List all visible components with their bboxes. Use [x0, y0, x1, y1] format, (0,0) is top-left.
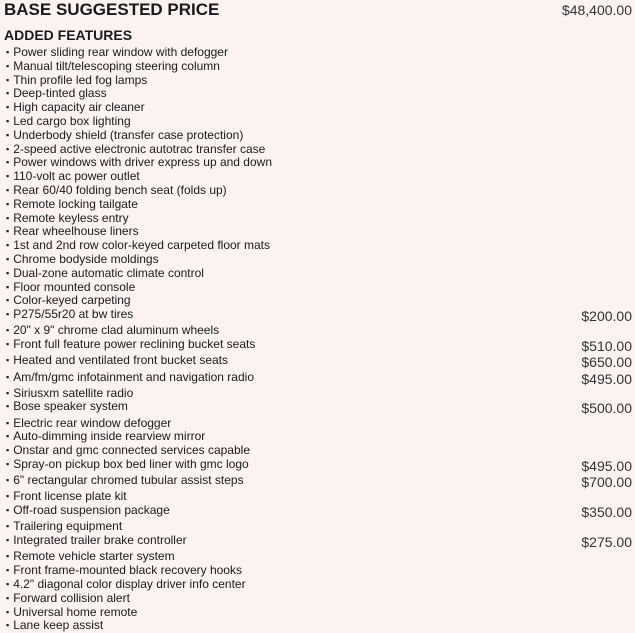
- feature-price: $495.00: [581, 458, 632, 475]
- feature-label: ▪ Forward collision alert: [6, 591, 130, 606]
- feature-item: [6, 489, 632, 503]
- feature-item: [6, 155, 632, 169]
- feature-label: ▪ Front full feature power reclining bucket seats: [6, 337, 255, 352]
- feature-item: [6, 618, 632, 632]
- feature-item: [6, 128, 632, 142]
- feature-label: ▪ Spray-on pickup box bed liner with gmc logo: [6, 457, 249, 472]
- feature-item: [6, 533, 632, 549]
- feature-label: ▪ Remote locking tailgate: [6, 197, 138, 212]
- feature-price: $700.00: [581, 474, 632, 491]
- feature-label: ▪ Floor mounted console: [6, 280, 135, 295]
- feature-label: ▪ Deep-tinted glass: [6, 86, 107, 101]
- feature-price: $495.00: [581, 370, 632, 387]
- page-title: BASE SUGGESTED PRICE: [4, 0, 220, 19]
- feature-item: [6, 503, 632, 519]
- feature-item: [6, 443, 632, 457]
- feature-list: [6, 45, 632, 632]
- feature-label: ▪ Power windows with driver express up and down: [6, 155, 272, 170]
- section-title: ADDED FEATURES: [4, 27, 133, 43]
- feature-label: ▪ Front frame-mounted black recovery hooks: [6, 563, 242, 578]
- feature-price: $510.00: [581, 338, 632, 355]
- feature-item: [6, 169, 632, 183]
- feature-item: [6, 473, 632, 489]
- feature-item: [6, 577, 632, 591]
- feature-item: [6, 86, 632, 100]
- feature-item: [6, 293, 632, 307]
- feature-label: ▪ Am/fm/gmc infotainment and navigation radio: [6, 370, 254, 385]
- feature-item: [6, 45, 632, 59]
- feature-item: [6, 252, 632, 266]
- feature-label: ▪ Universal home remote: [6, 605, 137, 620]
- feature-price: $500.00: [581, 400, 632, 417]
- feature-label: ▪ Underbody shield (transfer case protection): [6, 128, 243, 143]
- feature-item: [6, 370, 632, 386]
- feature-label: ▪ Chrome bodyside moldings: [6, 252, 159, 267]
- feature-label: ▪ Heated and ventilated front bucket seats: [6, 353, 228, 368]
- feature-item: [6, 416, 632, 430]
- feature-label: ▪ Auto-dimming inside rearview mirror: [6, 429, 205, 444]
- feature-label: ▪ Siriusxm satellite radio: [6, 386, 133, 401]
- feature-label: ▪ 4.2" diagonal color display driver info center: [6, 577, 246, 592]
- feature-item: [6, 211, 632, 225]
- base-price: $48,400.00: [561, 2, 632, 18]
- feature-item: [6, 100, 632, 114]
- feature-item: [6, 183, 632, 197]
- feature-label: ▪ Lane keep assist: [6, 618, 103, 633]
- feature-label: ▪ Remote vehicle starter system: [6, 549, 175, 564]
- feature-price: $275.00: [581, 534, 632, 551]
- feature-label: ▪ Rear wheelhouse liners: [6, 224, 139, 239]
- feature-item: [6, 386, 632, 400]
- feature-label: ▪ Integrated trailer brake controller: [6, 533, 187, 548]
- feature-item: [6, 399, 632, 415]
- feature-item: [6, 457, 632, 473]
- feature-price: $650.00: [581, 354, 632, 371]
- feature-label: ▪ Front license plate kit: [6, 489, 127, 504]
- feature-label: ▪ 6" rectangular chromed tubular assist steps: [6, 473, 244, 488]
- feature-item: [6, 307, 632, 323]
- feature-price: $350.00: [581, 504, 632, 521]
- feature-label: ▪ Trailering equipment: [6, 519, 122, 534]
- feature-label: ▪ 20" x 9" chrome clad aluminum wheels: [6, 323, 219, 338]
- feature-item: [6, 549, 632, 563]
- feature-label: ▪ 2-speed active electronic autotrac transfer case: [6, 142, 265, 157]
- feature-item: [6, 266, 632, 280]
- feature-item: [6, 280, 632, 294]
- feature-label: ▪ Thin profile led fog lamps: [6, 73, 147, 88]
- feature-item: [6, 323, 632, 337]
- feature-item: [6, 337, 632, 353]
- feature-item: [6, 605, 632, 619]
- feature-label: ▪ Color-keyed carpeting: [6, 293, 131, 308]
- feature-label: ▪ 110-volt ac power outlet: [6, 169, 140, 184]
- feature-label: ▪ High capacity air cleaner: [6, 100, 145, 115]
- feature-label: ▪ Manual tilt/telescoping steering column: [6, 59, 220, 74]
- feature-item: [6, 59, 632, 73]
- feature-label: ▪ 1st and 2nd row color-keyed carpeted floor mats: [6, 238, 270, 253]
- feature-price: $200.00: [581, 308, 632, 325]
- feature-label: ▪ Power sliding rear window with defogger: [6, 45, 228, 60]
- feature-item: [6, 224, 632, 238]
- feature-item: [6, 429, 632, 443]
- feature-item: [6, 73, 632, 87]
- feature-label: ▪ Off-road suspension package: [6, 503, 170, 518]
- feature-item: [6, 238, 632, 252]
- feature-label: ▪ Onstar and gmc connected services capable: [6, 443, 250, 458]
- feature-label: ▪ Remote keyless entry: [6, 211, 129, 226]
- feature-label: ▪ Electric rear window defogger: [6, 416, 171, 431]
- feature-label: ▪ Led cargo box lighting: [6, 114, 131, 129]
- feature-item: [6, 353, 632, 369]
- feature-label: ▪ Bose speaker system: [6, 399, 128, 414]
- price-header: [4, 0, 632, 20]
- feature-label: ▪ Dual-zone automatic climate control: [6, 266, 204, 281]
- feature-item: [6, 563, 632, 577]
- feature-item: [6, 114, 632, 128]
- feature-label: ▪ Rear 60/40 folding bench seat (folds up): [6, 183, 227, 198]
- feature-item: [6, 142, 632, 156]
- feature-label: ▪ P275/55r20 at bw tires: [6, 307, 133, 322]
- feature-item: [6, 591, 632, 605]
- feature-item: [6, 197, 632, 211]
- feature-item: [6, 519, 632, 533]
